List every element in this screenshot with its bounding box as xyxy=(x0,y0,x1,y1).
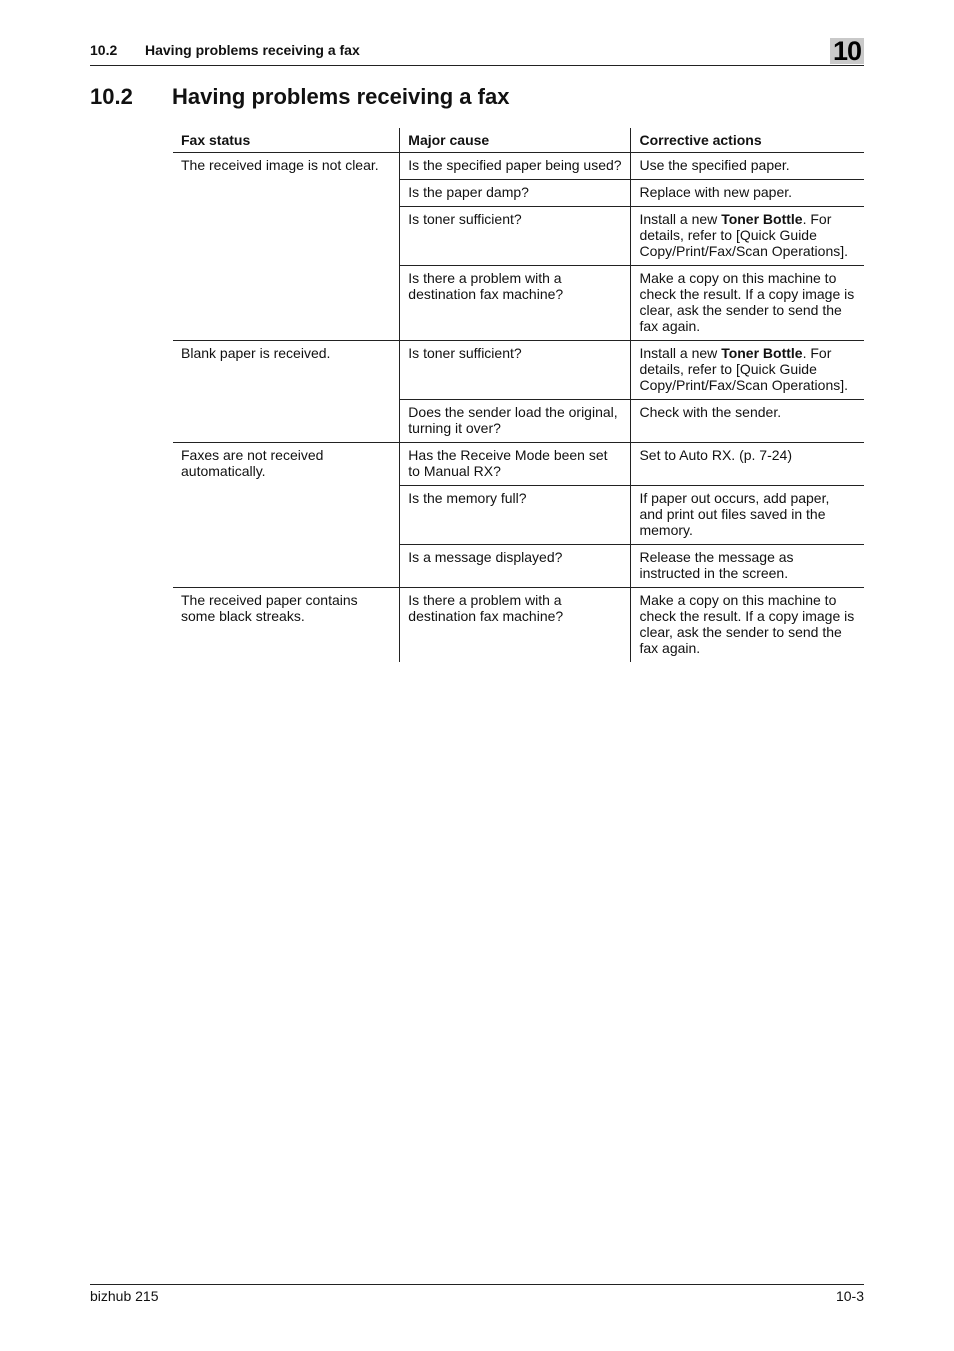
fax-status-cell: Faxes are not received automatically. xyxy=(173,443,400,588)
major-cause-cell: Is toner sufficient? xyxy=(400,207,631,266)
action-text: Make a copy on this machine to check the result. If a copy image is clear, ask the sender to send the fax again. xyxy=(639,592,855,656)
column-header-major-cause: Major cause xyxy=(400,128,631,153)
running-header xyxy=(90,41,864,66)
corrective-action-cell xyxy=(631,180,864,207)
action-text-tail: . For details, refer to [Quick Guide Copy/Print/Fax/Scan Operations]. xyxy=(639,211,849,259)
section-heading-title: Having problems receiving a fax xyxy=(172,84,510,109)
major-cause-cell: Is toner sufficient? xyxy=(400,341,631,400)
major-cause-cell: Is the paper damp? xyxy=(400,180,631,207)
major-cause-cell: Is there a problem with a destination fax machine? xyxy=(400,266,631,341)
corrective-action-cell xyxy=(631,443,864,486)
table-row xyxy=(173,443,864,486)
action-text: Release the message as instructed in the screen. xyxy=(639,549,794,581)
corrective-action-cell xyxy=(631,545,864,588)
action-text: Install a new xyxy=(639,211,722,227)
action-text: Replace with new paper. xyxy=(639,184,793,200)
header-section-number: 10.2 xyxy=(90,42,118,58)
fax-status-cell: Blank paper is received. xyxy=(173,341,400,443)
action-bold-text: Toner Bottle xyxy=(721,345,803,361)
action-text: Install a new xyxy=(639,345,722,361)
action-text: If paper out occurs, add paper, and print out files saved in the memory. xyxy=(639,490,830,538)
column-header-corrective-actions: Corrective actions xyxy=(631,128,864,153)
action-text: Make a copy on this machine to check the result. If a copy image is clear, ask the sender to send the fax again. xyxy=(639,270,855,334)
action-text: Set to Auto RX. (p. 7-24) xyxy=(639,447,792,463)
table-header-row xyxy=(173,128,864,153)
major-cause-cell: Is there a problem with a destination fax machine? xyxy=(400,588,631,663)
major-cause-cell: Has the Receive Mode been set to Manual RX? xyxy=(400,443,631,486)
action-text-tail: . For details, refer to [Quick Guide Copy/Print/Fax/Scan Operations]. xyxy=(639,345,849,393)
major-cause-cell: Is the specified paper being used? xyxy=(400,153,631,180)
corrective-action-cell xyxy=(631,266,864,341)
header-section-title: Having problems receiving a fax xyxy=(145,42,360,58)
major-cause-cell: Is a message displayed? xyxy=(400,545,631,588)
corrective-action-cell xyxy=(631,588,864,663)
fax-status-cell: The received image is not clear. xyxy=(173,153,400,341)
footer-page-number: 10-3 xyxy=(835,1288,864,1304)
footer-product-name: bizhub 215 xyxy=(90,1288,159,1304)
section-heading-number: 10.2 xyxy=(90,84,133,109)
major-cause-cell: Is the memory full? xyxy=(400,486,631,545)
column-header-fax-status: Fax status xyxy=(173,128,400,153)
table-row xyxy=(173,588,864,663)
corrective-action-cell xyxy=(631,486,864,545)
table-row xyxy=(173,153,864,180)
table-row xyxy=(173,341,864,400)
major-cause-cell: Does the sender load the original, turning it over? xyxy=(400,400,631,443)
action-bold-text: Toner Bottle xyxy=(721,211,803,227)
action-text: Use the specified paper. xyxy=(639,157,790,173)
corrective-action-cell xyxy=(631,207,864,266)
corrective-action-cell xyxy=(631,153,864,180)
action-text: Check with the sender. xyxy=(639,404,782,420)
corrective-action-cell xyxy=(631,400,864,443)
corrective-action-cell xyxy=(631,341,864,400)
troubleshooting-table xyxy=(173,128,864,662)
chapter-number-badge: 10 xyxy=(830,38,864,64)
running-footer xyxy=(90,1284,864,1305)
fax-status-cell: The received paper contains some black streaks. xyxy=(181,592,358,624)
